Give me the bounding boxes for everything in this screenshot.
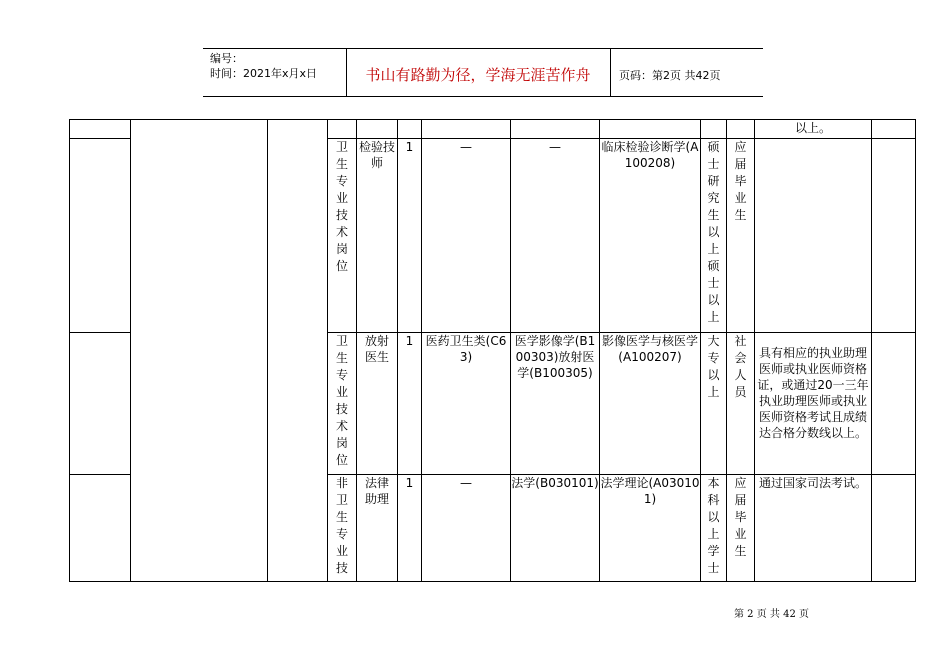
table-cell bbox=[872, 475, 916, 582]
table-cell: 医药卫生类(C63) bbox=[422, 333, 511, 475]
table-cell: — bbox=[511, 139, 600, 333]
category-cell: 卫生专业技术岗位 bbox=[328, 333, 357, 475]
header-time-label: 时间：2021年x月x日 bbox=[210, 67, 318, 80]
table-cell bbox=[872, 139, 916, 333]
count-cell: 1 bbox=[398, 333, 422, 475]
table-cell: — bbox=[422, 475, 511, 582]
source-cell: 应届毕业生 bbox=[727, 139, 755, 333]
table-cell bbox=[268, 120, 328, 582]
header-bottom-rule bbox=[203, 96, 763, 97]
category-cell: 卫生专业技术岗位 bbox=[328, 139, 357, 333]
table-cell bbox=[511, 120, 600, 139]
table-row bbox=[70, 120, 916, 139]
position-cell: 法律助理 bbox=[357, 475, 398, 582]
education-cell: 大专以上 bbox=[701, 333, 727, 475]
table-cell bbox=[131, 120, 268, 582]
table-cell bbox=[727, 120, 755, 139]
note-cell: 通过国家司法考试。 bbox=[755, 475, 872, 582]
table-cell bbox=[70, 139, 131, 333]
table-cell bbox=[422, 120, 511, 139]
table-cell bbox=[872, 333, 916, 475]
note-cell: 具有相应的执业助理医师或执业医师资格证，或通过20一三年执业助理医师或执业医师资格考试且成绩达合格分数线以上。 bbox=[755, 333, 872, 475]
category-cell: 非卫生专业技 bbox=[328, 475, 357, 582]
source-cell: 社会人员 bbox=[727, 333, 755, 475]
table-cell bbox=[872, 120, 916, 139]
recruitment-table bbox=[69, 119, 916, 582]
header-page-label: 页码：第2页 共42页 bbox=[619, 69, 721, 82]
table-cell: 临床检验诊断学(A100208) bbox=[600, 139, 701, 333]
table-cell bbox=[600, 120, 701, 139]
note-cell: 以上。 bbox=[755, 120, 872, 139]
table-cell: 医学影像学(B100303)放射医学(B100305) bbox=[511, 333, 600, 475]
header-number-label: 编号： bbox=[210, 52, 243, 65]
note-cell bbox=[755, 139, 872, 333]
table-cell bbox=[70, 120, 131, 139]
table-cell bbox=[398, 120, 422, 139]
table-cell: — bbox=[422, 139, 511, 333]
table-cell: 法学(B030101) bbox=[511, 475, 600, 582]
table-cell bbox=[701, 120, 727, 139]
header-divider bbox=[610, 48, 611, 97]
table-cell: 法学理论(A030101) bbox=[600, 475, 701, 582]
table-cell bbox=[70, 475, 131, 582]
count-cell: 1 bbox=[398, 139, 422, 333]
source-cell: 应届毕业生 bbox=[727, 475, 755, 582]
header-motto: 书山有路勤为径，学海无涯苦作舟 bbox=[365, 66, 591, 84]
table-cell bbox=[328, 120, 357, 139]
page-header bbox=[203, 48, 763, 97]
education-cell: 本科以上学士 bbox=[701, 475, 727, 582]
education-cell: 硕士研究生以上硕士以上 bbox=[701, 139, 727, 333]
table-cell: 影像医学与核医学(A100207) bbox=[600, 333, 701, 475]
table-cell bbox=[70, 333, 131, 475]
header-top-rule bbox=[203, 48, 763, 49]
count-cell: 1 bbox=[398, 475, 422, 582]
table-cell bbox=[357, 120, 398, 139]
page-footer: 第 2 页 共 42 页 bbox=[734, 609, 809, 620]
position-cell: 检验技师 bbox=[357, 139, 398, 333]
position-cell: 放射医生 bbox=[357, 333, 398, 475]
